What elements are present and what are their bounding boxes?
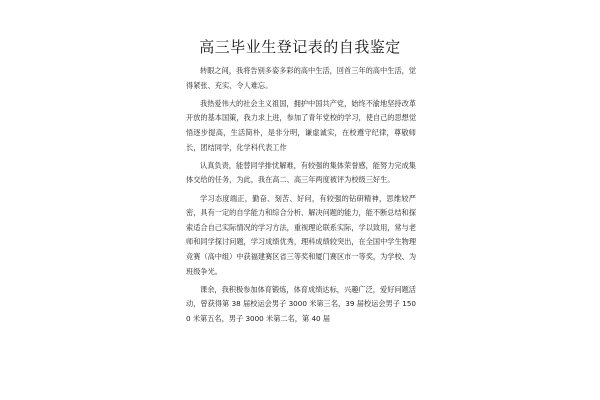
paragraph-responsibility: 认真负责，能替同学排忧解难，有较强的集体荣誉感，能努力完成集体交给的任务，为此，我在高二、高三年两度被评为校级三好生。 xyxy=(186,160,416,185)
document-title: 高三毕业生登记表的自我鉴定 xyxy=(199,38,401,56)
paragraph-extracurricular: 课余，我积极参加体育锻炼，体育成绩达标，兴趣广泛，爱好问题活动，曾获得第 38 届校运会男子 3000 米第三名，39 届校运会男子 1500 米第五名，男子 3000 米第二名，第 40 届 xyxy=(186,284,416,323)
document-body xyxy=(186,64,416,330)
paragraph-study: 学习态度端正，勤奋、刻苦、好问，有较强的钻研精神，思维较严密，具有一定的自学能力和综合分析、解决问题的能力，能不断总结和探索适合自己实际情况的学习方法，重视理论联系实际，学以致用，常与老师和同学探讨问题，学习成绩优秀，理科成绩较突出，在全国中学生物理竞赛（高中组）中获福建赛区省三等奖和厦门赛区市一等奖，为学校、为班级争光。 xyxy=(186,193,417,276)
paragraph-intro: 转眼之间，我将告别多姿多彩的高中生活，回首三年的高中生活，觉得紧张、充实、令人难忘。 xyxy=(186,66,416,90)
paragraph-ideology: 我热爱伟大的社会主义祖国，拥护中国共产党，始终不渝地坚持改革开放的基本国策，我力求上进，参加了青年党校的学习，使自己的思想觉悟逐步提高，生活简朴，是非分明，谦虚诚实，在校遵守纪律，尊敬师长，团结同学，化学科代表工作 xyxy=(186,98,417,152)
